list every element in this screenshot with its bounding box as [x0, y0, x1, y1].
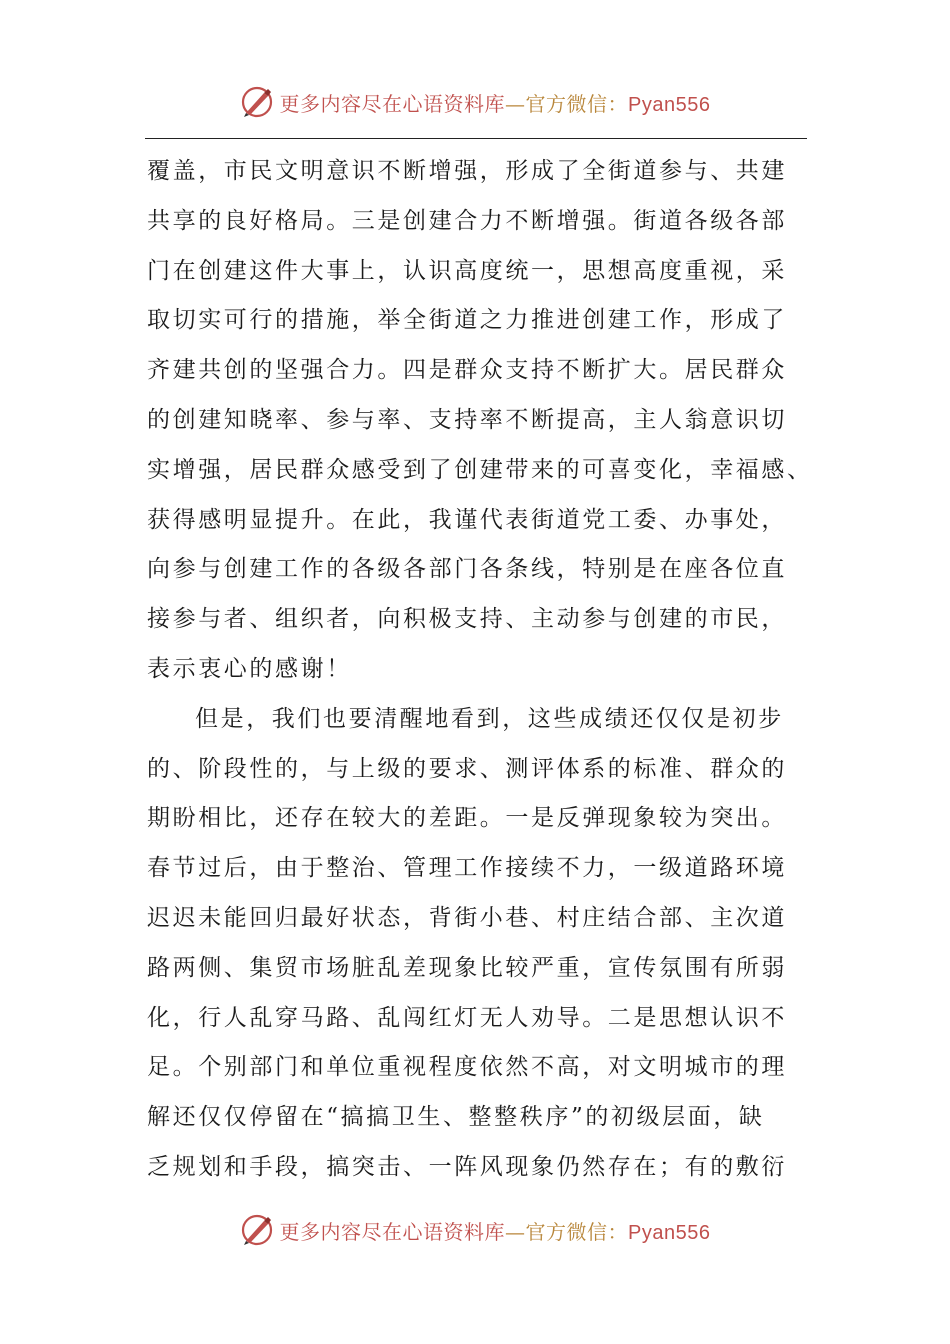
body-line: 向参与创建工作的各级各部门各条线，特别是在座各位直 — [147, 556, 787, 583]
pen-logo-icon — [240, 85, 274, 119]
pen-logo-icon — [240, 1213, 274, 1247]
body-line: 实增强，居民群众感受到了创建带来的可喜变化，幸福感、 — [147, 456, 813, 483]
header-brand: 更多内容尽在心语资料库 — [279, 91, 506, 116]
body-line: 春节过后，由于整治、管理工作接续不力，一级道路环境 — [147, 855, 787, 882]
body-line: 取切实可行的措施，举全街道之力推进创建工作，形成了 — [147, 307, 787, 334]
header-divider — [145, 138, 807, 139]
body-line: 解还仅仅停留在“搞搞卫生、整整秩序”的初级层面，缺 — [147, 1104, 765, 1131]
body-line: 覆盖，市民文明意识不断增强，形成了全街道参与、共建 — [147, 158, 787, 184]
body-line: 表示衷心的感谢！ — [147, 655, 352, 682]
header-wechat-label: 官方微信： — [525, 91, 629, 116]
footer-brand: 更多内容尽在心语资料库 — [279, 1219, 506, 1244]
header-banner-text — [280, 88, 711, 117]
body-line: 接参与者、组织者，向积极支持、主动参与创建的市民， — [147, 606, 787, 633]
document-body — [147, 147, 812, 1193]
body-line: 的、阶段性的，与上级的要求、测评体系的标准、群众的 — [147, 755, 787, 782]
footer-banner — [0, 1208, 950, 1252]
paragraph-start-line: 但是，我们也要清醒地看到，这些成绩还仅仅是初步 — [195, 705, 784, 732]
body-line: 共享的良好格局。三是创建合力不断增强。街道各级各部 — [147, 207, 787, 234]
body-line: 足。个别部门和单位重视程度依然不高，对文明城市的理 — [147, 1054, 787, 1081]
header-banner — [0, 80, 950, 124]
footer-wechat-label: 官方微信： — [525, 1219, 629, 1244]
header-wechat-id: Pyan556 — [628, 93, 711, 116]
body-line: 迟迟未能回归最好状态，背街小巷、村庄结合部、主次道 — [147, 904, 787, 931]
footer-wechat-id: Pyan556 — [628, 1221, 711, 1244]
body-line: 齐建共创的坚强合力。四是群众支持不断扩大。居民群众 — [147, 357, 787, 384]
body-line: 获得感明显提升。在此，我谨代表街道党工委、办事处， — [147, 506, 787, 533]
body-line: 乏规划和手段，搞突击、一阵风现象仍然存在；有的敷衍 — [147, 1153, 787, 1180]
body-line: 路两侧、集贸市场脏乱差现象比较严重，宣传氛围有所弱 — [147, 954, 787, 981]
footer-banner-text — [280, 1216, 711, 1245]
body-line: 化，行人乱穿马路、乱闯红灯无人劝导。二是思想认识不 — [147, 1004, 787, 1031]
body-line: 的创建知晓率、参与率、支持率不断提高，主人翁意识切 — [147, 406, 787, 433]
body-line: 门在创建这件大事上，认识高度统一，思想高度重视，采 — [147, 257, 787, 284]
footer-dash: — — [505, 1219, 526, 1244]
header-dash: — — [505, 91, 526, 116]
body-line: 期盼相比，还存在较大的差距。一是反弹现象较为突出。 — [147, 805, 787, 832]
